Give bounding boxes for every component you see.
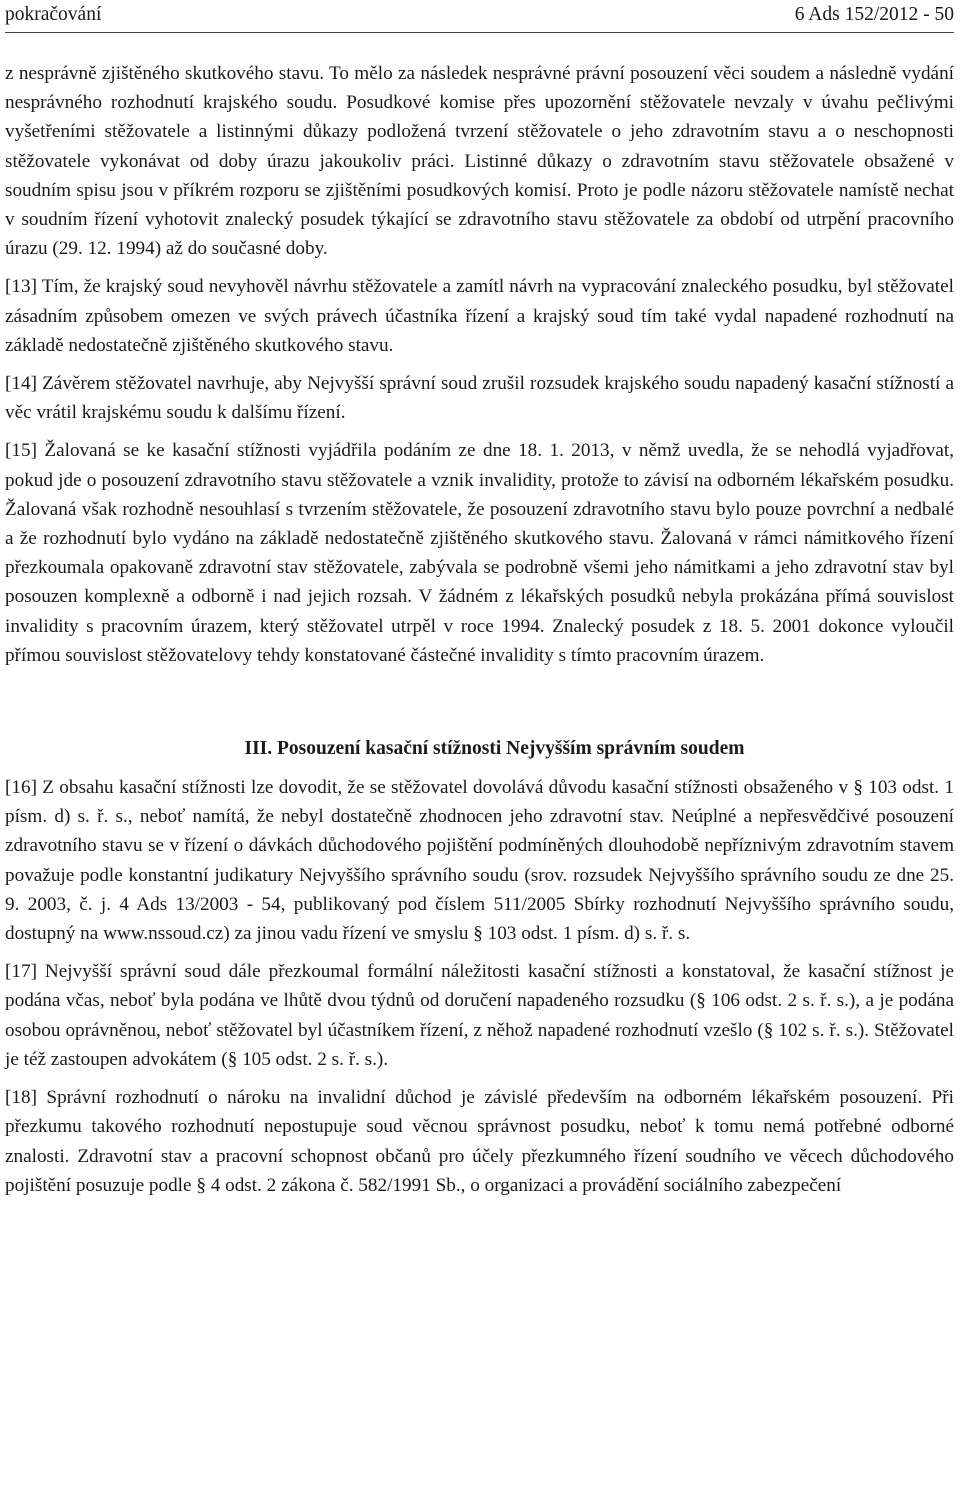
- header-divider: [5, 32, 954, 33]
- document-body: [5, 59, 954, 1200]
- paragraph-14: [14] Závěrem stěžovatel navrhuje, aby Nejvyšší správní soud zrušil rozsudek krajského soudu napadený kasační stížností a věc vrátil krajskému soudu k dalšímu řízení.: [5, 373, 954, 424]
- paragraph-13: [13] Tím, že krajský soud nevyhověl návrhu stěžovatele a zamítl návrh na vypracování znaleckého posudku, byl stěžovatel zásadním způsobem omezen ve svých právech účastníka řízení a krajský soud tím také vydal napadené rozhodnutí na základě nedostatečně zjištěného skutkového stavu.: [5, 276, 954, 356]
- paragraph-17: [17] Nejvyšší správní soud dále přezkoumal formální náležitosti kasační stížnosti a konstatoval, že kasační stížnost je podána včas, neboť byla podána ve lhůtě dvou týdnů od doručení napadeného rozsudku (§ 106 odst. 2 s. ř. s.), a je podána osobou oprávněnou, neboť stěžovatel byl účastníkem řízení, z něhož napadené rozhodnutí vzešlo (§ 102 s. ř. s.). Stěžovatel je též zastoupen advokátem (§ 105 odst. 2 s. ř. s.).: [5, 961, 954, 1070]
- section-heading: III. Posouzení kasační stížnosti Nejvyšším správním soudem: [244, 738, 745, 760]
- paragraph-continuation: z nesprávně zjištěného skutkového stavu. To mělo za následek nesprávné právní posouzení věci soudem a následně vydání nesprávného rozhodnutí krajského soudu. Posudkové komise přes upozornění stěžovatele nevzaly v úvahu pečlivými vyšetřeními stěžovatele a listinnými důkazy podložená tvrzení stěžovatele o jeho zdravotním stavu a o neschopnosti stěžovatele vykonávat od doby úrazu jakoukoliv práci. Listinné důkazy o zdravotním stavu stěžovatele obsažené v soudním spisu jsou v příkrém rozporu se zjištěními posudkových komisí. Proto je podle názoru stěžovatele namístě nechat v soudním řízení vyhotovit znalecký posudek týkající se zdravotního stavu stěžovatele za období od utrpění pracovního úrazu (29. 12. 1994) až do současné doby.: [5, 63, 954, 260]
- paragraph-16: [16] Z obsahu kasační stížnosti lze dovodit, že se stěžovatel dovolává důvodu kasační stížnosti obsaženého v § 103 odst. 1 písm. d) s. ř. s., neboť namítá, že nebyl dostatečně zhodnocen jeho zdravotní stav. Neúplné a nepřesvědčivé posouzení zdravotního stavu se v řízení o dávkách důchodového pojištění podmíněných dlouhodobě nepříznivým zdravotním stavem považuje podle konstantní judikatury Nejvyššího správního soudu (srov. rozsudek Nejvyššího správního soudu ze dne 25. 9. 2003, č. j. 4 Ads 13/2003 - 54, publikovaný pod číslem 511/2005 Sbírky rozhodnutí Nejvyššího správního soudu, dostupný na www.nssoud.cz) za jinou vadu řízení ve smyslu § 103 odst. 1 písm. d) s. ř. s.: [5, 777, 954, 945]
- paragraph-15: [15] Žalovaná se ke kasační stížnosti vyjádřila podáním ze dne 18. 1. 2013, v němž uvedla, že se nehodlá vyjadřovat, pokud jde o posouzení zdravotního stavu stěžovatele a vznik invalidity, protože to závisí na odborném lékařském posudku. Žalovaná však rozhodně nesouhlasí s tvrzením stěžovatele, že posouzení zdravotního stavu bylo pouze povrchní a nedbalé a že rozhodnutí bylo vydáno na základě nedostatečně zjištěného skutkového stavu. Žalovaná v rámci námitkového řízení přezkoumala opakovaně zdravotní stav stěžovatele, zabývala se podrobně všemi jeho námitkami a jeho zdravotní stav byl posouzen komplexně a odborně i nad jejich rozsah. V žádném z lékařských posudků nebyla prokázána přímá souvislost invalidity s pracovním úrazem, který stěžovatel utrpěl v roce 1994. Znalecký posudek z 18. 5. 2001 dokonce vyloučil přímou souvislost stěžovatelovy tehdy konstatované částečné invalidity s tímto pracovním úrazem.: [5, 440, 954, 666]
- paragraph-18: [18] Správní rozhodnutí o nároku na invalidní důchod je závislé především na odborném lékařském posouzení. Při přezkumu takového rozhodnutí nepostupuje soud věcnou správnost posudku, neboť k tomu nemá potřebné odborné znalosti. Zdravotní stav a pracovní schopnost občanů pro účely přezkumného řízení soudního ve věcech důchodového pojištění posuzuje podle § 4 odst. 2 zákona č. 582/1991 Sb., o organizaci a provádění sociálního zabezpečení: [5, 1087, 954, 1196]
- header-continuation-label: pokračování: [5, 4, 102, 25]
- page-header: [5, 2, 954, 32]
- header-case-number: 6 Ads 152/2012 - 50: [794, 4, 954, 25]
